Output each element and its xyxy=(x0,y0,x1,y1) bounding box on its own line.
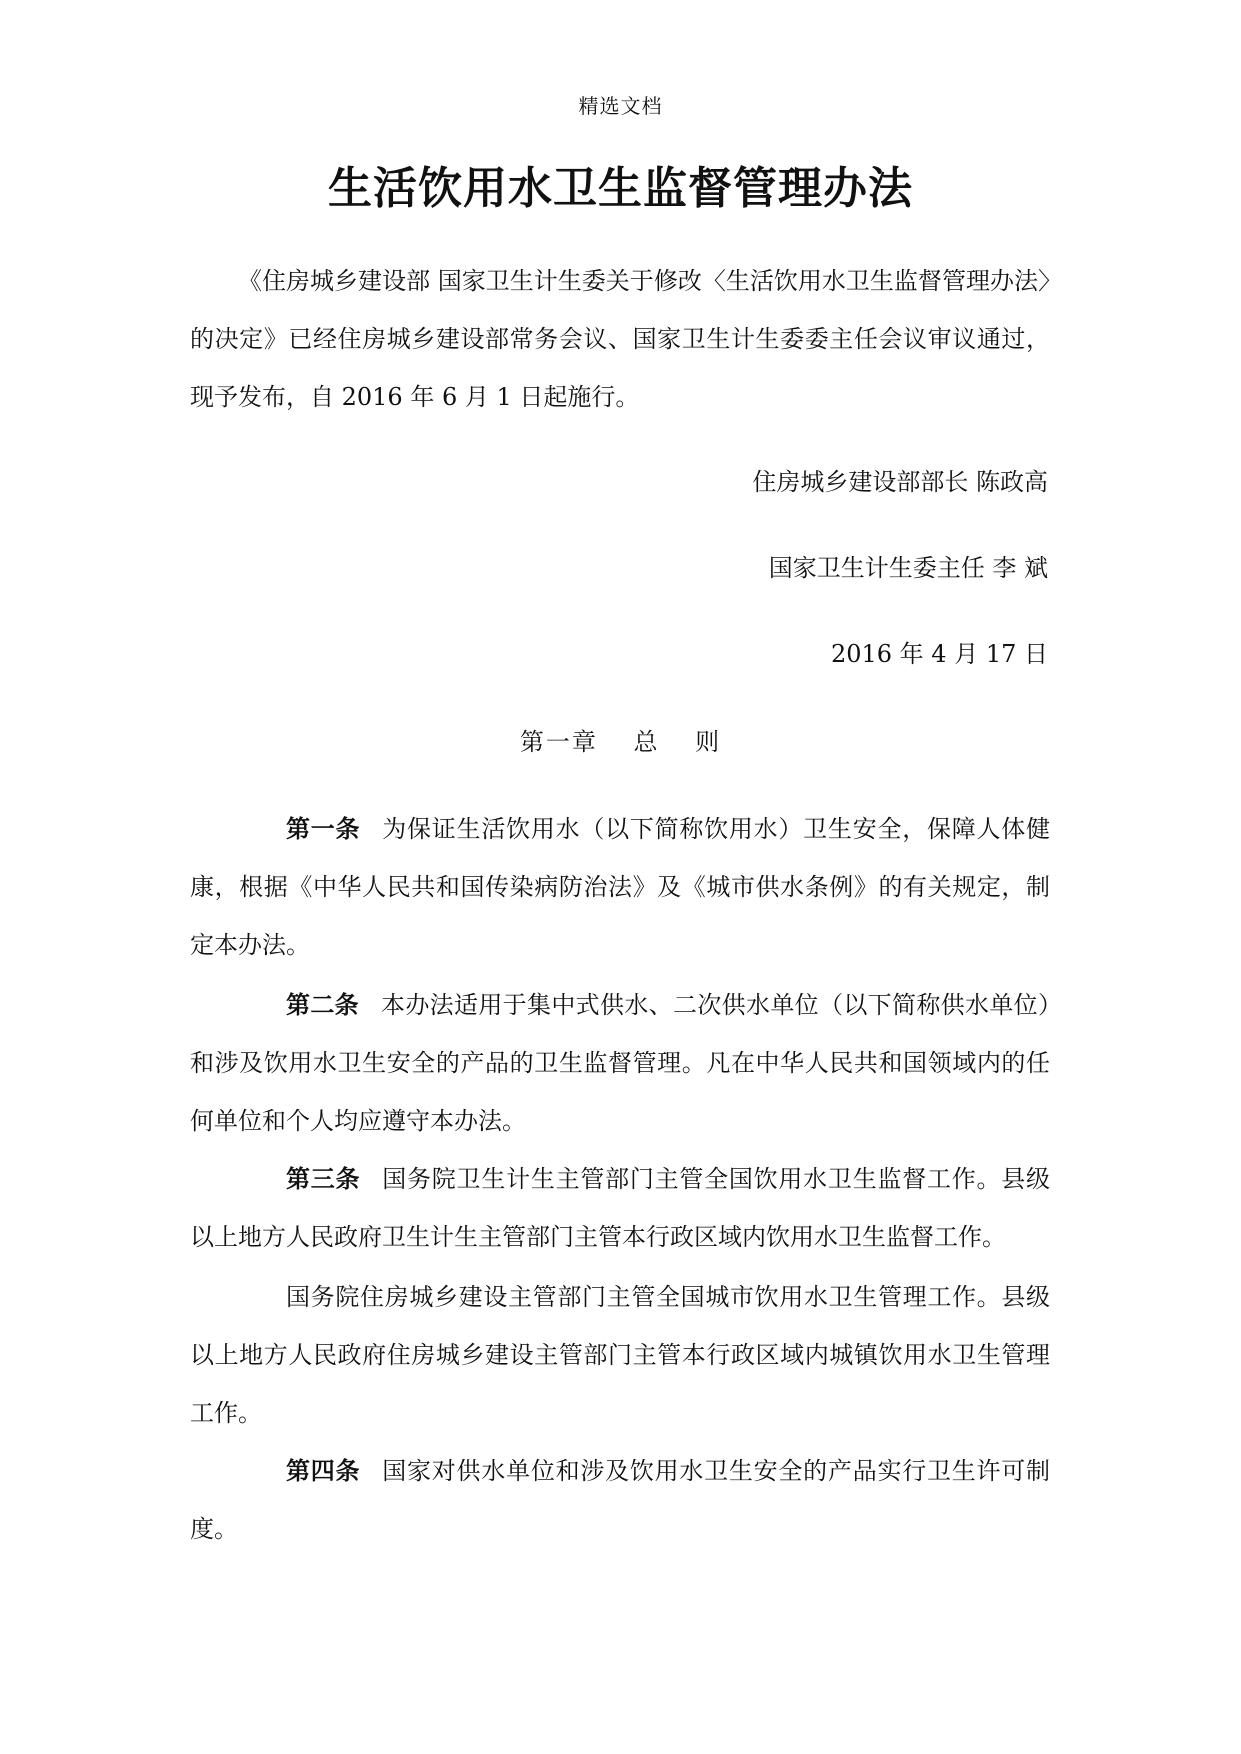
article-1-label: 第一条 xyxy=(286,815,361,843)
article-3 xyxy=(190,1150,1050,1266)
page-header: 精选文档 xyxy=(578,94,663,118)
document-title: 生活饮用水卫生监督管理办法 xyxy=(328,163,913,214)
signature-minister-housing: 住房城乡建设部部长 陈政高 xyxy=(752,468,1048,496)
article-2 xyxy=(190,976,1050,1150)
article-2-label: 第二条 xyxy=(286,991,359,1019)
article-1-text: 为保证生活饮用水（以下简称饮用水）卫生安全，保障人体健康，根据《中华人民共和国传染病防治法》及《城市供水条例》的有关规定，制定本办法。 xyxy=(190,815,1051,959)
article-3-text: 国务院卫生计生主管部门主管全国饮用水卫生监督工作。县级以上地方人民政府卫生计生主管部门主管本行政区域内饮用水卫生监督工作。 xyxy=(190,1165,1051,1251)
article-3-paragraph-2: 国务院住房城乡建设主管部门主管全国城市饮用水卫生管理工作。县级以上地方人民政府住房城乡建设主管部门主管本行政区域内城镇饮用水卫生管理工作。 xyxy=(190,1283,1050,1427)
article-3-label: 第三条 xyxy=(286,1165,361,1193)
article-4-label: 第四条 xyxy=(286,1457,361,1485)
intro-paragraph: 《住房城乡建设部 国家卫生计生委关于修改〈生活饮用水卫生监督管理办法〉的决定》已经住房城乡建设部常务会议、国家卫生计生委委主任会议审议通过，现予发布，自 2016 年 6 月 1 日起施行。 xyxy=(190,267,1050,411)
signature-date: 2016 年 4 月 17 日 xyxy=(830,640,1048,668)
article-2-text: 本办法适用于集中式供水、二次供水单位（以下简称供水单位）和涉及饮用水卫生安全的产品的卫生监督管理。凡在中华人民共和国领域内的任何单位和个人均应遵守本办法。 xyxy=(190,991,1050,1135)
chapter-heading: 第一章 总 则 xyxy=(519,728,722,756)
article-4-text: 国家对供水单位和涉及饮用水卫生安全的产品实行卫生许可制度。 xyxy=(190,1457,1051,1543)
article-4 xyxy=(190,1442,1050,1558)
article-1 xyxy=(190,800,1050,974)
signature-minister-health: 国家卫生计生委主任 李 斌 xyxy=(768,554,1048,582)
